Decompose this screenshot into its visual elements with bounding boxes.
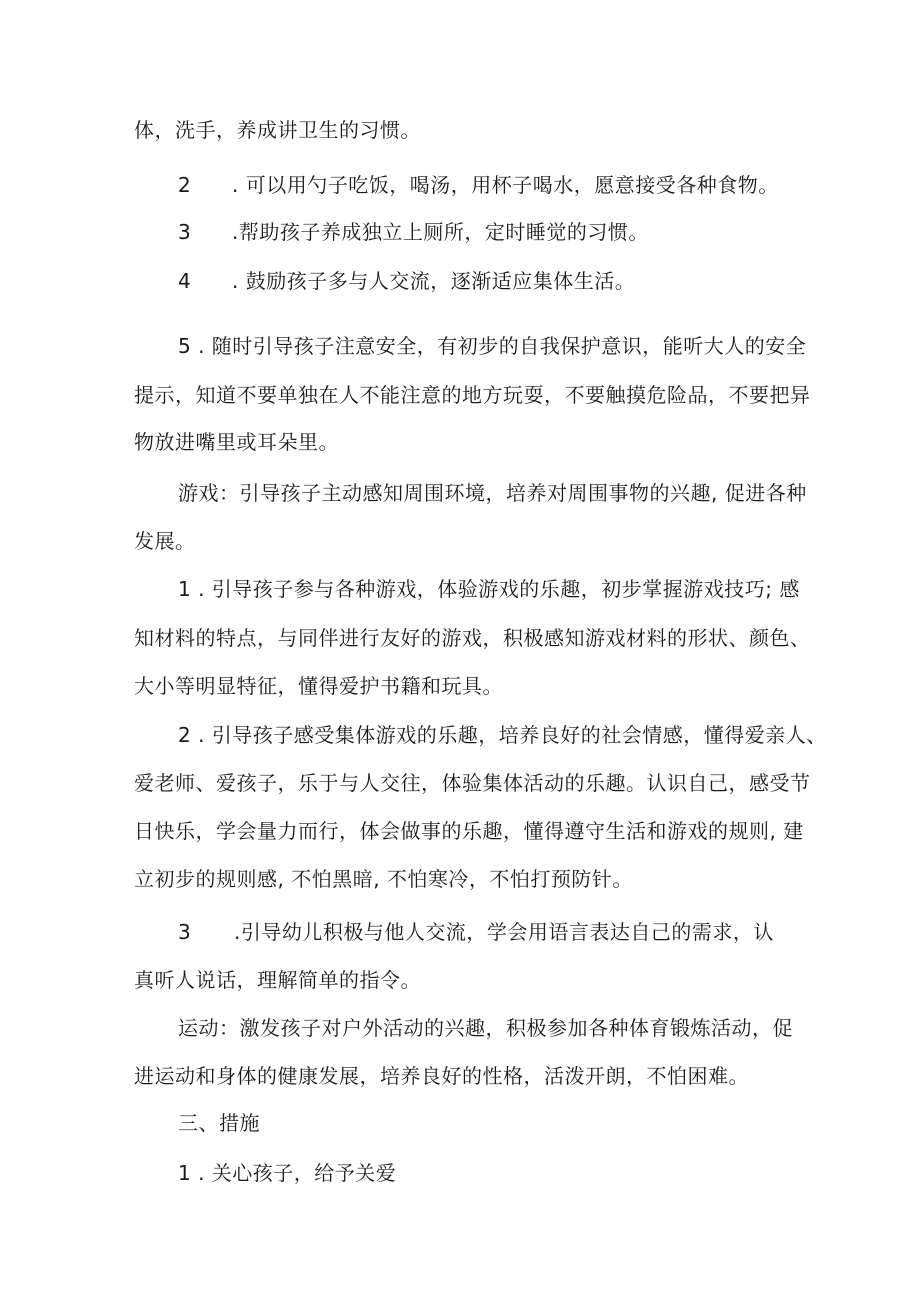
list-item-text: . 可以用勺子吃饭，喝汤，用杯子喝水，愿意接受各种食物。 <box>232 173 779 197</box>
list-number: 2 <box>178 173 192 197</box>
text-line: 进运动和身体的健康发展，培养良好的性格，活泼开朗，不怕困难。 <box>134 1064 749 1088</box>
text-line: 发展。 <box>134 529 196 553</box>
text-line: 爱老师、爱孩子，乐于与人交往，体验集体活动的乐趣。认识自己，感受节 <box>134 771 811 795</box>
text-line: 体，洗手，养成讲卫生的习惯。 <box>134 118 421 142</box>
text-line: 立初步的规则感, 不怕黑暗, 不怕寒冷，不怕打预防针。 <box>134 867 633 891</box>
text-line: 真听人说话，理解简单的指令。 <box>134 968 421 992</box>
text-line: 物放进嘴里或耳朵里。 <box>134 430 339 454</box>
list-item-text: .引导幼儿积极与他人交流，学会用语言表达自己的需求，认 <box>234 920 774 944</box>
list-item-text: .帮助孩子养成独立上厕所，定时睡觉的习惯。 <box>232 220 649 244</box>
list-item-text: . 鼓励孩子多与人交流，逐渐适应集体生活。 <box>232 269 636 293</box>
text-line: 1 . 关心孩子，给予关爱 <box>178 1161 397 1185</box>
text-line: 提示，知道不要单独在人不能注意的地方玩耍，不要触摸危险品，不要把异 <box>134 383 811 407</box>
text-line: 5 . 随时引导孩子注意安全，有初步的自我保护意识，能听大人的安全 <box>178 334 807 358</box>
text-line: 2 . 引导孩子感受集体游戏的乐趣，培养良好的社会情感，懂得爱亲人、 <box>178 723 827 747</box>
text-line: 游戏：引导孩子主动感知周围环境，培养对周围事物的兴趣, 促进各种 <box>178 481 807 505</box>
text-line: 运动：激发孩子对户外活动的兴趣，积极参加各种体育锻炼活动，促 <box>178 1016 793 1040</box>
list-number: 3 <box>178 220 192 244</box>
text-line: 知材料的特点，与同伴进行友好的游戏，积极感知游戏材料的形状、颜色、 <box>134 626 811 650</box>
text-line: 日快乐，学会量力而行，体会做事的乐趣，懂得遵守生活和游戏的规则, 建 <box>134 819 804 843</box>
text-line: 1 . 引导孩子参与各种游戏，体验游戏的乐趣，初步掌握游戏技巧; 感 <box>178 577 800 601</box>
list-number: 4 <box>178 269 192 293</box>
text-line: 大小等明显特征，懂得爱护书籍和玩具。 <box>134 674 503 698</box>
list-number: 3 <box>178 920 192 944</box>
section-heading: 三、措施 <box>178 1111 260 1135</box>
